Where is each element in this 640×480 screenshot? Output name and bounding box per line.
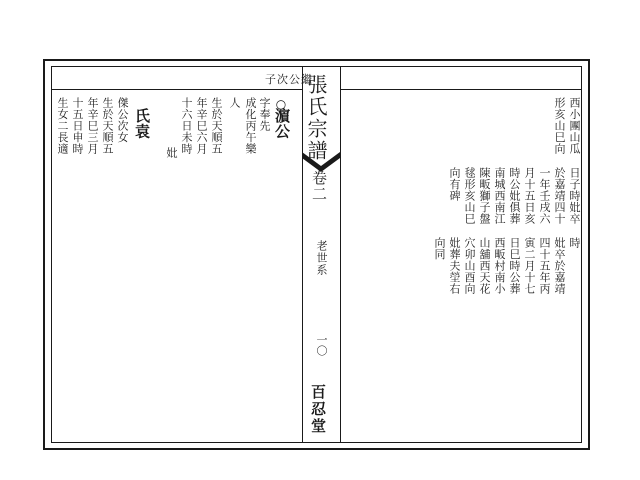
- header-note: 子次公繼: [265, 73, 313, 86]
- wife-name: 氏袁: [133, 108, 151, 139]
- left-col-1: 字奉先: [258, 97, 271, 132]
- generation-label: 老世系: [315, 240, 328, 276]
- left-col-4: 生於天順五: [210, 97, 223, 155]
- right-col-19: 穴卯山酉向: [463, 237, 476, 295]
- right-col-18: 山舖西天花: [478, 237, 491, 295]
- person-mark: ○: [274, 97, 288, 112]
- left-col-8: 傑公次女: [116, 97, 129, 143]
- right-col-17: 西畈村南小: [493, 237, 506, 295]
- left-col-2: 成化丙午樂: [244, 97, 257, 155]
- left-col-10: 年辛巳三月: [86, 97, 99, 155]
- left-col-9: 生於天順五: [101, 97, 114, 155]
- right-col-15: 寅二月十七: [523, 237, 536, 295]
- volume-label: 卷二: [310, 170, 328, 202]
- right-col-20: 妣葬夫塋右: [448, 237, 461, 295]
- right-col-6: 月十五日亥: [523, 167, 536, 225]
- spine-line-right: [340, 66, 341, 443]
- right-col-8: 南城西南江: [493, 167, 506, 225]
- right-col-2: 形亥山巳向: [553, 97, 566, 155]
- right-header-rule: [340, 89, 581, 90]
- genealogy-title: 張氏宗譜: [304, 74, 328, 162]
- right-col-3: 日子時妣卒: [568, 167, 581, 225]
- left-col-12: 生女二長適: [56, 97, 69, 155]
- left-col-6: 十六日未時: [180, 97, 193, 155]
- right-col-10: 毬形亥山巳: [463, 167, 476, 225]
- right-col-4: 於嘉靖四十: [553, 167, 566, 225]
- spine-line-left: [302, 66, 303, 443]
- right-col-12: 時: [568, 237, 581, 249]
- left-header-rule: [52, 89, 303, 90]
- hall-name: 百忍堂: [309, 384, 327, 435]
- right-col-1: 西小團山瓜: [568, 97, 581, 155]
- left-col-5: 年辛巳六月: [195, 97, 208, 155]
- right-col-7: 時公妣俱葬: [508, 167, 521, 225]
- right-col-5: 一年壬戌六: [538, 167, 551, 225]
- right-col-13: 妣卒於嘉靖: [553, 237, 566, 295]
- right-col-16: 日巳時公葬: [508, 237, 521, 295]
- right-col-14: 四十五年丙: [538, 237, 551, 295]
- right-col-11: 向有碑: [448, 167, 461, 202]
- left-col-11: 十五日申時: [71, 97, 84, 155]
- right-col-9: 陳畈獅子盤: [478, 167, 491, 225]
- left-col-7: 妣: [165, 147, 178, 159]
- left-col-3: 人: [228, 97, 241, 109]
- person-name: 濵公: [273, 108, 291, 139]
- page-number: 一〇: [315, 334, 328, 356]
- right-col-21: 向同: [433, 237, 446, 260]
